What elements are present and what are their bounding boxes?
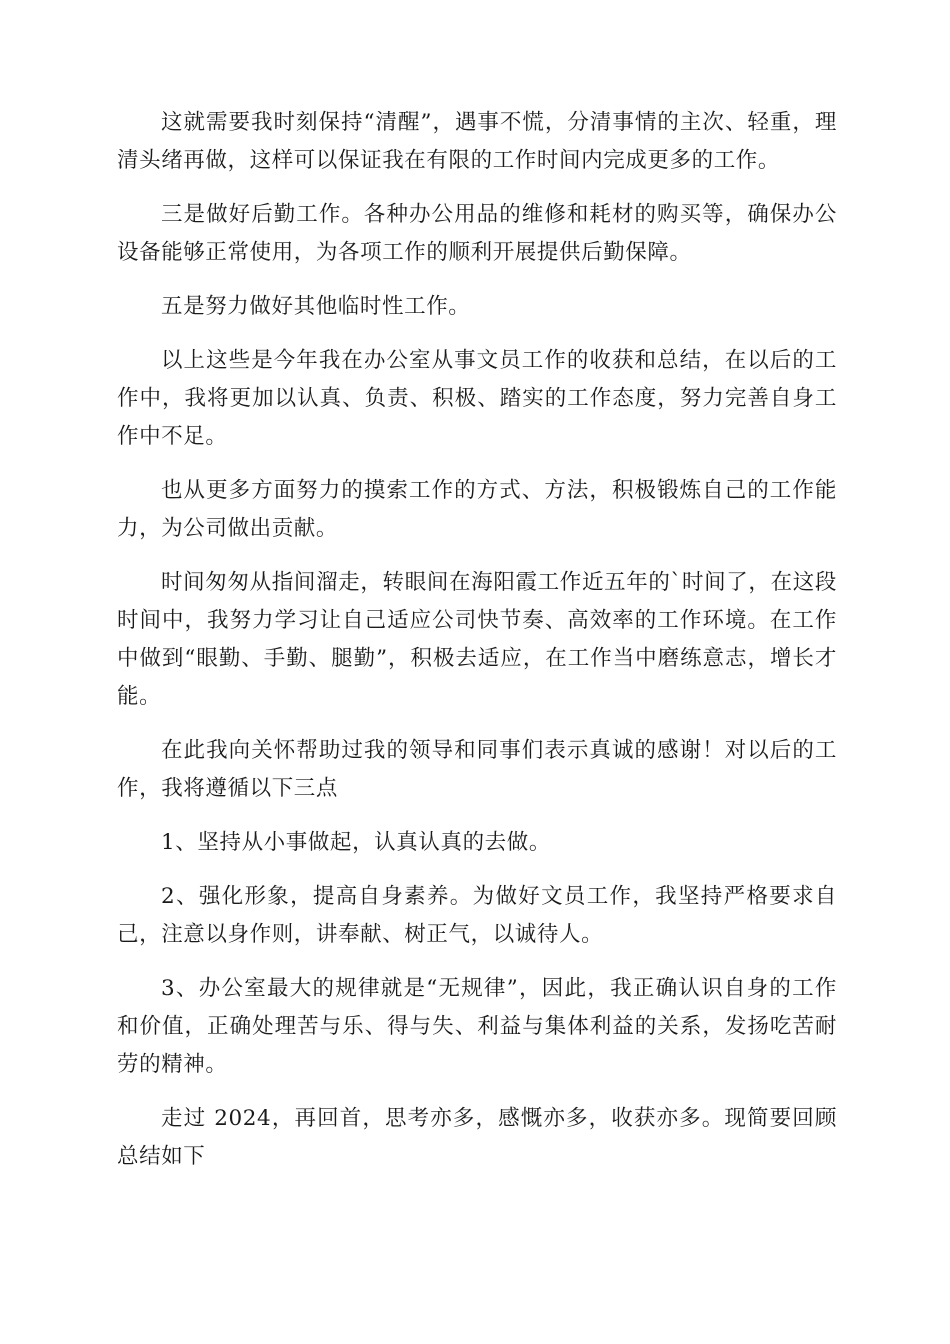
list-item: 3、办公室最大的规律就是“无规律”，因此，我正确认识自身的工作和价值，正确处理苦与乐、得与失、利益与集体利益的关系，发扬吃苦耐劳的精神。 [117,976,837,1077]
paragraph: 三是做好后勤工作。各种办公用品的维修和耗材的购买等，确保办公设备能够正常使用，为各项工作的顺利开展提供后勤保障。 [117,202,837,265]
paragraph: 以上这些是今年我在办公室从事文员工作的收获和总结，在以后的工作中，我将更加以认真、负责、积极、踏实的工作态度，努力完善自身工作中不足。 [117,348,837,449]
list-item: 1、坚持从小事做起，认真认真的去做。 [161,830,551,855]
paragraph: 也从更多方面努力的摸索工作的方式、方法，积极锻炼自己的工作能力，为公司做出贡献。 [117,478,837,541]
paragraph: 走过 2024，再回首，思考亦多，感慨亦多，收获亦多。现简要回顾总结如下 [117,1106,837,1169]
list-item: 2、强化形象，提高自身素养。为做好文员工作，我坚持严格要求自己，注意以身作则，讲奉献、树正气，以诚待人。 [117,884,837,947]
paragraph: 在此我向关怀帮助过我的领导和同事们表示真诚的感谢！对以后的工作，我将遵循以下三点 [117,738,837,801]
paragraph: 时间匆匆从指间溜走，转眼间在海阳霞工作近五年的`时间了，在这段时间中，我努力学习让自己适应公司快节奏、高效率的工作环境。在工作中做到“眼勤、手勤、腿勤”，积极去适应，在工作当中磨练意志，增长才能。 [117,570,837,709]
paragraph: 这就需要我时刻保持“清醒”，遇事不慌，分清事情的主次、轻重，理清头绪再做，这样可以保证我在有限的工作时间内完成更多的工作。 [117,110,837,173]
paragraph: 五是努力做好其他临时性工作。 [161,294,471,319]
document-body [117,104,837,1192]
